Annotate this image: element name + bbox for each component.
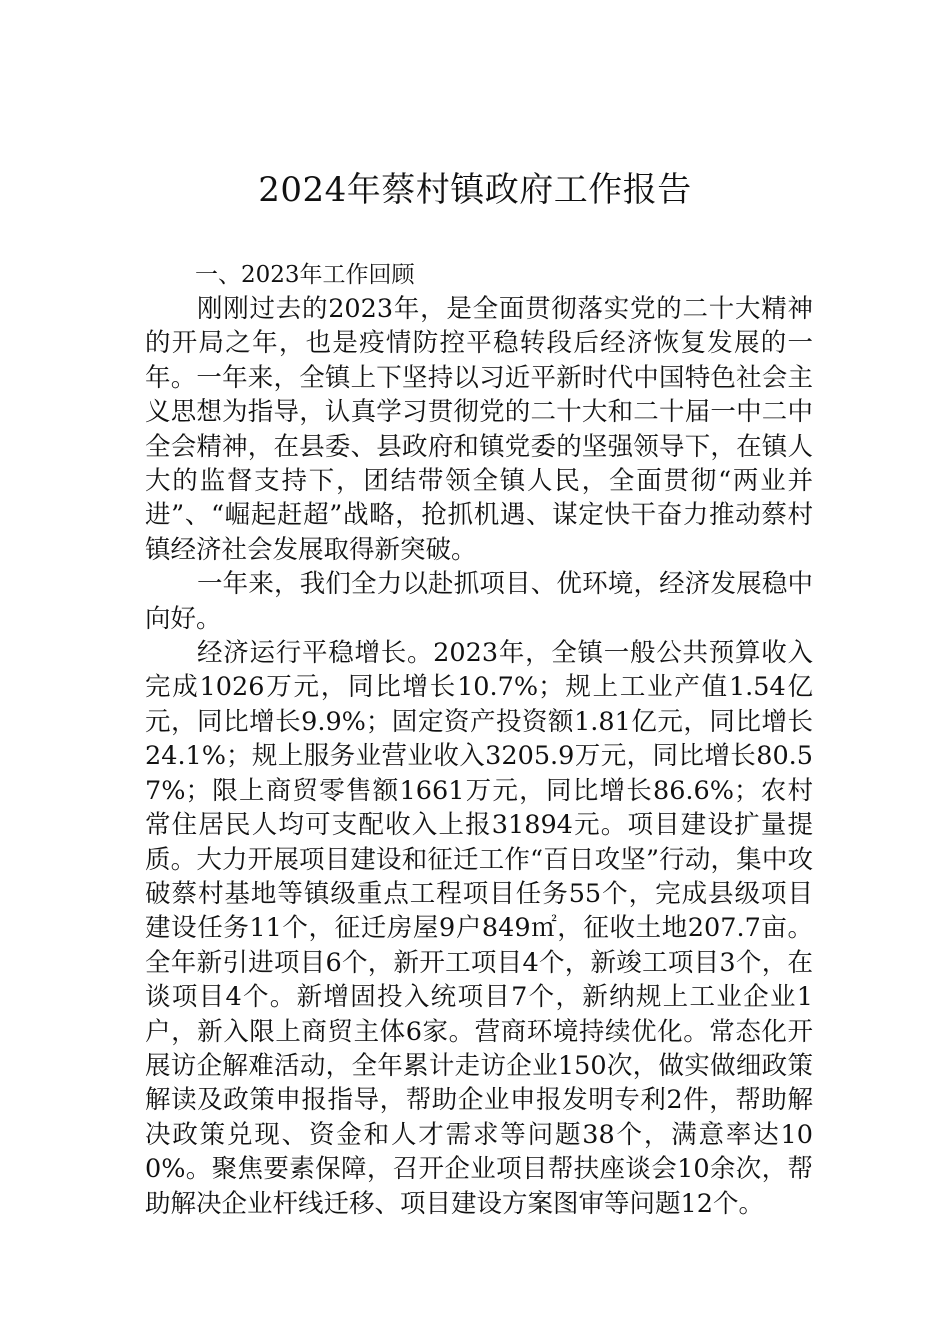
paragraph-economy: 经济运行平稳增长。2023年，全镇一般公共预算收入完成1026万元，同比增长10.7%；规上工业产值1.54亿元，同比增长9.9%；固定资产投资额1.81亿元，同比增长24.1%；规上服务业营业收入3205.9万元，同比增长80.57%；限上商贸零售额1661万元，同比增长86.6%；农村常住居民人均可支配收入上报31894元。项目建设扩量提质。大力开展项目建设和征迁工作“百日攻坚”行动，集中攻破蔡村基地等镇级重点工程项目任务55个，完成县级项目建设任务11个，征迁房屋9户849㎡，征收土地207.7亩。全年新引进项目6个，新开工项目4个，新竣工项目3个，在谈项目4个。新增固投入统项目7个，新纳规上工业企业1户，新入限上商贸主体6家。营商环境持续优化。常态化开展访企解难活动，全年累计走访企业150次，做实做细政策解读及政策申报指导，帮助企业申报发明专利2件，帮助解决政策兑现、资金和人才需求等问题38个，满意率达100%。聚焦要素保障，召开企业项目帮扶座谈会10余次，帮助解决企业杆线迁移、项目建设方案图审等问题12个。 [145,638,813,1219]
document-title: 2024年蔡村镇政府工作报告 [258,170,692,210]
paragraph-summary: 一年来，我们全力以赴抓项目、优环境，经济发展稳中向好。 [145,569,813,634]
section-heading: 一、2023年工作回顾 [195,262,415,288]
document-body [145,258,813,1221]
paragraph-review-intro: 刚刚过去的2023年，是全面贯彻落实党的二十大精神的开局之年，也是疫情防控平稳转段后经济恢复发展的一年。一年来，全镇上下坚持以习近平新时代中国特色社会主义思想为指导，认真学习贯彻党的二十大和二十届一中二中全会精神，在县委、县政府和镇党委的坚强领导下，在镇人大的监督支持下，团结带领全镇人民，全面贯彻“两业并进”、“崛起赶超”战略，抢抓机遇、谋定快干奋力推动蔡村镇经济社会发展取得新突破。 [145,294,813,565]
